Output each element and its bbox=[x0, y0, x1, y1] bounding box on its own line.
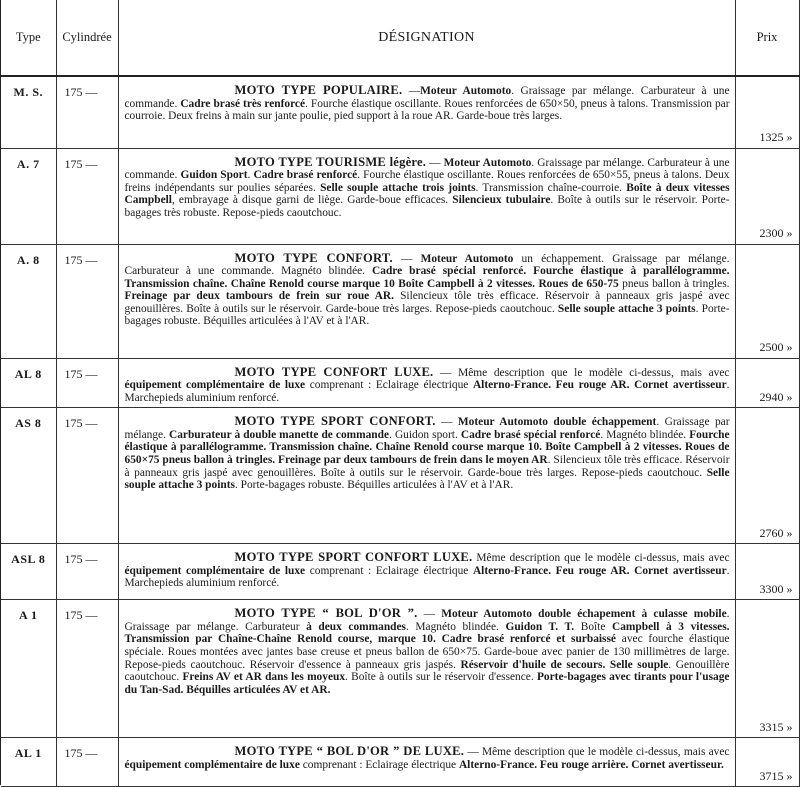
description-text: . Marchepieds aluminium renforcé. bbox=[124, 379, 730, 404]
description-bold-text: Moteur Automoto bbox=[443, 156, 532, 169]
header-type: Type bbox=[1, 0, 56, 76]
description-text: . Magnéto blindée. bbox=[600, 428, 690, 441]
price-list-table bbox=[1, 0, 800, 787]
description-text: . Graissage par mélange. Carburateur à une commande. bbox=[124, 156, 730, 182]
cylinder-capacity: 175 — bbox=[56, 244, 118, 358]
model-designation bbox=[118, 408, 735, 544]
description-bold-text: Moteur Automoto bbox=[420, 85, 512, 97]
table-row bbox=[1, 600, 799, 738]
description-text: — Même description que le modèle ci-dessus, mais avec bbox=[433, 366, 730, 379]
description-bold-text: Carburateur à double manette de commande bbox=[168, 428, 390, 441]
model-type: AS 8 bbox=[1, 408, 56, 544]
description-text: — bbox=[426, 156, 444, 169]
description-text: avec fourche élastique spéciale. Roues montées avec jantes base creuse et pneus ballon de 650×75. Garde-boue avec panier de 130 millimètres de large. Repose-pieds caoutchouc. Réservoir d'essence à panneaux gris jaspés. bbox=[124, 633, 730, 671]
description-bold-text: Alterno-France. Feu rouge AR. Cornet avertisseur bbox=[472, 564, 727, 577]
model-designation bbox=[118, 738, 735, 787]
model-title: MOTO TYPE CONFORT LUXE. bbox=[234, 364, 434, 379]
description-bold-text: Freinage par deux tambours de frein sur roue AR. bbox=[124, 290, 394, 303]
model-title: MOTO TYPE “ BOL D'OR ” DE LUXE. bbox=[234, 744, 465, 759]
description-bold-text: Selle souple attache 3 points bbox=[557, 302, 696, 315]
table-row bbox=[1, 358, 799, 408]
model-designation bbox=[118, 544, 735, 600]
header-designation: DÉSIGNATION bbox=[118, 0, 735, 76]
description-text: . Porte-bagages robuste. Béquilles articulées à l'AV et à l'AR. bbox=[124, 302, 730, 328]
description-text: . Boîte à outils sur le réservoir. Porte-bagages très robuste. Repose-pieds caoutchouc. bbox=[124, 194, 730, 219]
description-text: Même description que le modèle ci-dessus, mais avec bbox=[472, 552, 730, 565]
description-bold-text: Moteur Automoto bbox=[420, 252, 514, 265]
model-type: M. S. bbox=[1, 76, 56, 148]
description-bold-text: Silencieux tubulaire bbox=[452, 194, 551, 207]
description-bold-text: Réservoir d'huile de secours. Selle souple bbox=[460, 658, 669, 671]
description-bold-text: Campbell à 3 vitesses. Transmission par Chaîne-Chaîne Renold course, marque 10. Cadre brasé renforcé et surbaissé bbox=[124, 620, 730, 646]
model-type: ASL 8 bbox=[1, 544, 56, 600]
model-price: 2300 » bbox=[735, 148, 799, 244]
cylinder-capacity: 175 — bbox=[56, 148, 118, 244]
description-bold-text: Cadre brasé renforcé bbox=[253, 169, 358, 182]
description-bold-text: équipement complémentaire de luxe bbox=[124, 564, 306, 577]
description-bold-text: Alterno-France. Feu rouge AR. Cornet avertisseur bbox=[472, 379, 727, 392]
model-price: 3300 » bbox=[735, 544, 799, 600]
table-row bbox=[1, 148, 799, 244]
description-text: . Silencieux tôle très efficace. Réservoir à panneaux gris jaspé avec genouillères. Boîte à outils sur le réservoir. Garde-boue très larges. Repose-pieds caoutchouc. bbox=[124, 454, 730, 479]
model-designation bbox=[118, 358, 735, 408]
description-text: Boîte bbox=[574, 620, 612, 633]
model-title: MOTO TYPE CONFORT. bbox=[234, 250, 393, 265]
description-text: — Même description que le modèle ci-dessus, mais avec bbox=[464, 746, 730, 759]
model-price: 2940 » bbox=[735, 358, 799, 408]
description-text: . Boîte à outils sur le réservoir d'essence. bbox=[345, 671, 537, 684]
description-bold-text: Boîte à deux vitesses Campbell bbox=[124, 181, 730, 207]
model-type: A. 7 bbox=[1, 148, 56, 244]
model-price: 2500 » bbox=[735, 244, 799, 358]
description-text: un échappement. Graissage par mélange. Carburateur à une commande. Magnéto blindée. bbox=[124, 252, 730, 278]
description-bold-text: Cadre brasé très renforcé bbox=[180, 97, 306, 110]
description-text: . Genouillère caoutchouc. bbox=[124, 658, 730, 684]
header-cylindree: Cylindrée bbox=[56, 0, 118, 76]
description-text: . Graissage par mélange. Carburateur bbox=[124, 608, 730, 633]
description-bold-text: Guidon Sport bbox=[180, 169, 248, 182]
description-text: — bbox=[402, 85, 421, 97]
description-text: . Transmission chaîne-courroie. bbox=[475, 181, 627, 194]
model-price: 1325 » bbox=[735, 76, 799, 148]
description-text: . Fourche élastique oscillante. Roues renforcées de 650×55, pneus à talons. Deux freins indépendants sur poulies séparées. bbox=[124, 169, 730, 194]
cylinder-capacity: 175 — bbox=[56, 358, 118, 408]
model-type: AL 8 bbox=[1, 358, 56, 408]
description-bold-text: équipement complémentaire de luxe bbox=[124, 758, 300, 771]
table-row bbox=[1, 76, 799, 148]
model-designation bbox=[118, 148, 735, 244]
description-text: . bbox=[247, 169, 254, 182]
description-text: . Marchepieds aluminium renforcé. bbox=[124, 564, 730, 590]
cylinder-capacity: 175 — bbox=[56, 408, 118, 544]
model-title: MOTO TYPE SPORT CONFORT LUXE. bbox=[234, 550, 473, 565]
model-price: 3315 » bbox=[735, 600, 799, 738]
description-text: — bbox=[392, 252, 421, 265]
header-row bbox=[1, 0, 799, 76]
description-bold-text: Guidon T. T. bbox=[505, 620, 575, 633]
description-bold-text: Selle souple attache 3 points bbox=[124, 466, 730, 492]
description-text: . Guidon sport. bbox=[389, 428, 461, 441]
description-bold-text: Alterno-France. Feu rouge arrière. Cornet avertisseur. bbox=[458, 758, 724, 771]
table-row bbox=[1, 738, 799, 787]
cylinder-capacity: 175 — bbox=[56, 600, 118, 738]
description-text: . Porte-bagages robuste. Béquilles articulées à l'AV et à l'AR. bbox=[234, 479, 514, 492]
model-price: 2760 » bbox=[735, 408, 799, 544]
description-text: — bbox=[417, 608, 442, 621]
description-bold-text: Freins AV et AR dans les moyeux bbox=[182, 671, 346, 684]
description-text: , embrayage à disque garni de liège. Garde-boue efficaces. bbox=[171, 194, 453, 207]
description-text: pneus ballon à tringles. bbox=[618, 277, 730, 290]
description-bold-text: équipement complémentaire de luxe bbox=[124, 379, 306, 392]
description-bold-text: Cadre brasé spécial renforcé. Fourche élastique à parallélogramme. Transmission chaîne. Chaîne Renold course marque 10 bbox=[124, 265, 730, 290]
cylinder-capacity: 175 — bbox=[56, 76, 118, 148]
model-title: MOTO TYPE TOURISME légère. bbox=[234, 154, 427, 169]
model-type: A 1 bbox=[1, 600, 56, 738]
description-bold-text: Cadre brasé spécial renforcé bbox=[460, 428, 601, 441]
cylinder-capacity: 175 — bbox=[56, 738, 118, 787]
description-text: . Fourche élastique oscillante. Roues renforcées de 650×50, pneus à talons. Transmission par courroie. Deux freins à main sur jante poulie, pied support à la roue AR. Garde-boue très larges. bbox=[124, 97, 730, 123]
model-type: A. 8 bbox=[1, 244, 56, 358]
description-text: — bbox=[435, 416, 458, 429]
model-price: 3715 » bbox=[735, 738, 799, 787]
description-text: comprenant : Eclairage électrique bbox=[299, 758, 459, 771]
cylinder-capacity: 175 — bbox=[56, 544, 118, 600]
description-bold-text: à deux commandes bbox=[306, 620, 406, 633]
description-bold-text: Moteur Automoto double échapement à culasse mobile bbox=[441, 608, 727, 621]
model-title: MOTO TYPE “ BOL D'OR ”. bbox=[234, 606, 418, 621]
model-title: MOTO TYPE SPORT CONFORT. bbox=[234, 414, 436, 429]
description-text: . Graissage par mélange. bbox=[124, 416, 730, 441]
description-text: Silencieux tôle très efficace. Réservoir à panneaux gris jaspé avec genouillères. Boîte à outils sur le réservoir. Garde-boue très larges. Repose-pieds caoutchouc. bbox=[124, 290, 730, 315]
description-bold-text: Boîte Campbell à 2 vitesses. Roues de 650-75 bbox=[398, 277, 619, 290]
table-row bbox=[1, 408, 799, 544]
description-text: comprenant : Eclairage électrique bbox=[305, 379, 473, 392]
description-bold-text: Porte-bagages avec tirants pour l'usage du Tan-Sad. Béquilles articulées AV et AR. bbox=[124, 671, 730, 696]
model-type: AL 1 bbox=[1, 738, 56, 787]
table-row bbox=[1, 244, 799, 358]
model-designation bbox=[118, 76, 735, 148]
table-row bbox=[1, 544, 799, 600]
description-text: comprenant : Eclairage électrique bbox=[305, 564, 473, 577]
description-bold-text: Fourche élastique à parallélogramme. Transmission chaîne. Chaîne Renold course marque 10. Boîte Campbell à 2 vitesses. Roues de 650×75 pneus ballon à tringles. Freinage par deux tambours de frein dans le moyen AR bbox=[124, 428, 730, 467]
description-bold-text: Moteur Automoto double échappement bbox=[457, 416, 657, 429]
model-designation bbox=[118, 244, 735, 358]
header-prix: Prix bbox=[735, 0, 799, 76]
description-text: . Graissage par mélange. Carburateur à une commande. bbox=[124, 85, 730, 110]
description-bold-text: Selle souple attache trois joints bbox=[320, 181, 476, 194]
model-title: MOTO TYPE POPULAIRE. bbox=[234, 83, 403, 97]
description-text: . Magnéto blindée. bbox=[405, 620, 506, 633]
table-body bbox=[1, 76, 799, 787]
model-designation bbox=[118, 600, 735, 738]
